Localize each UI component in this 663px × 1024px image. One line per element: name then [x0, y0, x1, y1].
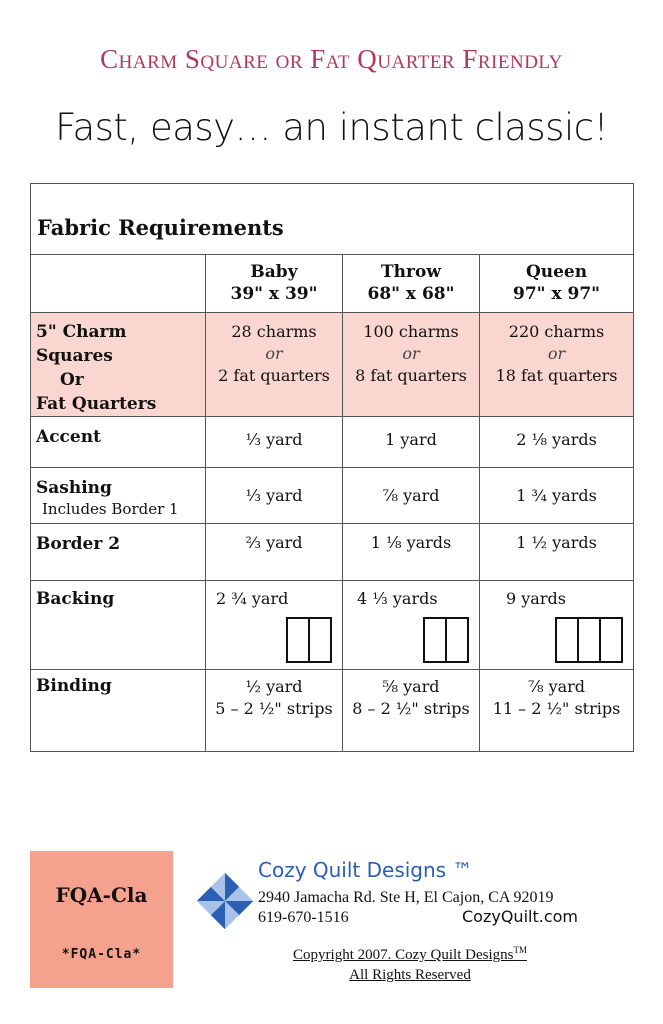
accent-queen: 2 ⅛ yards: [480, 417, 634, 468]
charm-count: 100 charms: [363, 322, 459, 341]
binding-baby: [206, 670, 343, 752]
col-name: Throw: [381, 262, 441, 282]
charm-baby: [206, 313, 343, 417]
sashing-baby: ⅓ yard: [206, 468, 343, 524]
backing-panels-diagram: [423, 617, 469, 663]
label-sub: Includes Border 1: [42, 500, 179, 518]
page-heading: Charm Square or Fat Quarter Friendly: [100, 44, 563, 74]
backing-value: 2 ¾ yard: [216, 589, 289, 608]
backing-queen: [480, 581, 634, 670]
binding-strips: 5 – 2 ½" strips: [215, 699, 333, 718]
accent-baby: ⅓ yard: [206, 417, 343, 468]
or-word: or: [265, 344, 283, 363]
label-line: Fat Quarters: [36, 394, 157, 414]
phone-number: 619-670-1516: [258, 909, 349, 926]
fat-quarter-count: 18 fat quarters: [495, 366, 618, 385]
pinwheel-logo-icon: [196, 872, 254, 930]
accent-throw: 1 yard: [343, 417, 480, 468]
table-row-accent: [31, 417, 634, 468]
row-label-binding: Binding: [31, 670, 206, 752]
fabric-requirements-table: [30, 183, 634, 752]
pattern-code-box: [30, 851, 173, 988]
binding-yard: ⅝ yard: [382, 677, 440, 696]
or-word: or: [402, 344, 420, 363]
row-label-backing: Backing: [31, 581, 206, 670]
table-row-sashing: [31, 468, 634, 524]
row-label-border2: Border 2: [31, 524, 206, 581]
tagline: Fast, easy… an instant classic!: [55, 106, 608, 149]
backing-panels-diagram: [555, 617, 623, 663]
binding-yard: ½ yard: [245, 677, 303, 696]
table-title-row: [31, 184, 634, 255]
label-line: Or: [60, 370, 84, 390]
table-header-row: [31, 255, 634, 313]
address: 2940 Jamacha Rd. Ste H, El Cajon, CA 92019: [258, 889, 554, 906]
border2-baby: ⅔ yard: [206, 524, 343, 581]
fat-quarter-count: 2 fat quarters: [218, 366, 330, 385]
binding-strips: 11 – 2 ½" strips: [492, 699, 621, 718]
backing-value: 4 ⅓ yards: [357, 589, 438, 608]
backing-panels-diagram: [286, 617, 332, 663]
brand-name: Cozy Quilt Designs ™: [258, 858, 473, 882]
fat-quarter-count: 8 fat quarters: [355, 366, 467, 385]
border2-queen: 1 ½ yards: [480, 524, 634, 581]
table-row-backing: [31, 581, 634, 670]
col-size: 68" x 68": [367, 284, 455, 304]
table-row-charm: [31, 313, 634, 417]
col-size: 39" x 39": [230, 284, 318, 304]
trademark-mark: TM: [513, 945, 527, 955]
sashing-queen: 1 ¾ yards: [480, 468, 634, 524]
col-size: 97" x 97": [513, 284, 601, 304]
row-label-accent: Accent: [31, 417, 206, 468]
binding-queen: [480, 670, 634, 752]
col-throw: [343, 255, 480, 313]
col-baby: [206, 255, 343, 313]
row-label-charm: [31, 313, 206, 417]
table-title: Fabric Requirements: [31, 184, 634, 255]
copyright-notice: [230, 940, 590, 985]
col-name: Queen: [525, 262, 588, 282]
charm-count: 28 charms: [231, 322, 317, 341]
row-label-sashing: [31, 468, 206, 524]
table-row-border2: [31, 524, 634, 581]
barcode-text: *FQA-Cla*: [61, 947, 142, 962]
backing-baby: [206, 581, 343, 670]
binding-yard: ⅞ yard: [527, 677, 586, 696]
label-line: 5" Charm Squares: [36, 322, 127, 366]
rights-text: All Rights Reserved: [349, 967, 471, 983]
col-queen: [480, 255, 634, 313]
header-empty-cell: [31, 255, 206, 313]
backing-throw: [343, 581, 480, 670]
charm-throw: [343, 313, 480, 417]
charm-queen: [480, 313, 634, 417]
binding-throw: [343, 670, 480, 752]
table-row-binding: [31, 670, 634, 752]
or-word: or: [547, 344, 566, 363]
backing-value: 9 yards: [506, 589, 566, 608]
charm-count: 220 charms: [508, 322, 605, 341]
pattern-code: FQA-Cla: [55, 883, 148, 907]
sashing-throw: ⅞ yard: [343, 468, 480, 524]
website-link[interactable]: CozyQuilt.com: [462, 907, 578, 926]
binding-strips: 8 – 2 ½" strips: [352, 699, 470, 718]
col-name: Baby: [250, 262, 298, 282]
label-text: Sashing: [36, 478, 112, 498]
border2-throw: 1 ⅛ yards: [343, 524, 480, 581]
copyright-text: Copyright 2007. Cozy Quilt Designs: [293, 947, 514, 963]
